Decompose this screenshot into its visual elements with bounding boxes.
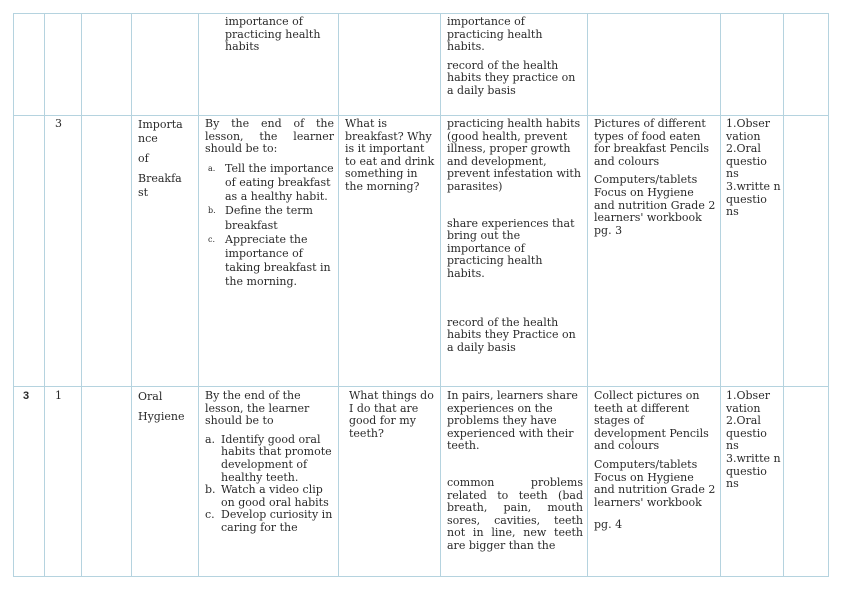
experience-text: share experiences that bring out the importance of practicing health habits. [447, 216, 575, 280]
resource-text: Collect pictures on teeth at different stages of development Pencils and colours [594, 389, 709, 453]
outcome-item [205, 484, 334, 509]
lesson-cell: 1 [45, 387, 82, 577]
assessment-cell [721, 14, 784, 116]
experiences-cell [441, 116, 588, 387]
resource-text: pg. 4 [594, 518, 623, 532]
lesson-cell: 3 [45, 116, 82, 387]
outcome-text: Tell the importance of eating breakfast as a healthy habit. [225, 161, 334, 204]
remarks-cell [784, 116, 829, 387]
resources-cell [588, 387, 721, 577]
outcomes-intro: By the end of the lesson, the learner should be to [205, 389, 310, 428]
list-marker: a. [208, 163, 216, 173]
experience-text: In pairs, learners share experiences on the problems they have experienced with their teeth. [447, 389, 578, 453]
outcome-item [205, 233, 334, 290]
outcomes-continuation: importance of practicing health habits [225, 15, 321, 54]
week-cell: 3 [14, 387, 45, 577]
list-marker: b. [208, 206, 216, 216]
resource-text: Pictures of different types of food eaten for breakfast Pencils and colours [594, 117, 710, 168]
outcome-item [205, 509, 334, 534]
inquiry-cell: What is breakfast? Why is it important to eat and drink something in the morning? [339, 116, 441, 387]
outcome-text: Define the term breakfast [225, 204, 313, 232]
experience-text: common problems related to teeth (bad breath, pain, mouth sores, cavities, teeth not in line, new teeth are bigger than the [447, 475, 583, 552]
assessment-cell: 1.Obser vation 2.Oral questio ns 3.writte n questio ns [721, 116, 784, 387]
resource-text: pg. 3 [594, 223, 623, 237]
assessment-cell: 1.Obser vation 2.Oral questio ns 3.writte n questio ns [721, 387, 784, 577]
strand-text: Importa nce [138, 118, 183, 145]
table-row [14, 387, 829, 577]
blank-cell [82, 14, 132, 116]
list-marker: b. [205, 483, 216, 497]
outcomes-cell [199, 116, 339, 387]
inquiry-cell [339, 14, 441, 116]
outcome-item [205, 434, 334, 484]
blank-cell [82, 387, 132, 577]
outcomes-list [205, 162, 334, 290]
strand-text: of [138, 152, 149, 165]
strand-text: Breakfa st [138, 172, 182, 199]
outcome-item [205, 162, 334, 205]
blank-cell [82, 116, 132, 387]
strand-text: Hygiene [138, 410, 185, 423]
outcome-text: Watch a video clip on good oral habits [221, 483, 329, 509]
resource-text: Computers/tablets Focus on Hygiene and nutrition Grade 2 learners' workbook [594, 173, 716, 225]
resources-cell [588, 14, 721, 116]
outcome-text: Identify good oral habits that promote development of healthy teeth. [221, 432, 332, 484]
resource-text: Computers/tablets Focus on Hygiene and nutrition Grade 2 learners' workbook [594, 457, 716, 509]
list-marker: a. [205, 432, 216, 446]
scheme-of-work-table [13, 13, 829, 577]
outcomes-cell [199, 14, 339, 116]
remarks-cell [784, 14, 829, 116]
experience-text: practicing health habits (good health, prevent illness, proper growth and development, prevent infestation with parasites) [447, 117, 581, 193]
inquiry-cell: What things do I do that are good for my teeth? [339, 387, 441, 577]
outcomes-list [205, 434, 334, 535]
strand-text: Oral [138, 390, 163, 403]
lesson-cell [45, 14, 82, 116]
outcome-text: Develop curiosity in caring for the [221, 508, 333, 534]
experience-text: record of the health habits they practice on a daily basis [447, 58, 576, 97]
outcome-item [205, 204, 334, 232]
table-row [14, 14, 829, 116]
resources-cell [588, 116, 721, 387]
experiences-cell [441, 14, 588, 116]
strand-cell [132, 14, 199, 116]
week-cell [14, 14, 45, 116]
outcomes-intro: By the end of the lesson, the learner should be to: [205, 117, 334, 156]
outcome-text: Appreciate the importance of taking breakfast in the morning. [225, 232, 331, 289]
outcomes-cell [199, 387, 339, 577]
list-marker: c. [205, 508, 215, 522]
experiences-cell [441, 387, 588, 577]
strand-cell [132, 387, 199, 577]
strand-cell [132, 116, 199, 387]
experience-text: importance of practicing health habits. [447, 15, 543, 54]
experience-text: record of the health habits they Practice on a daily basis [447, 315, 576, 354]
list-marker: c. [208, 234, 216, 244]
table-row [14, 116, 829, 387]
remarks-cell [784, 387, 829, 577]
week-cell [14, 116, 45, 387]
